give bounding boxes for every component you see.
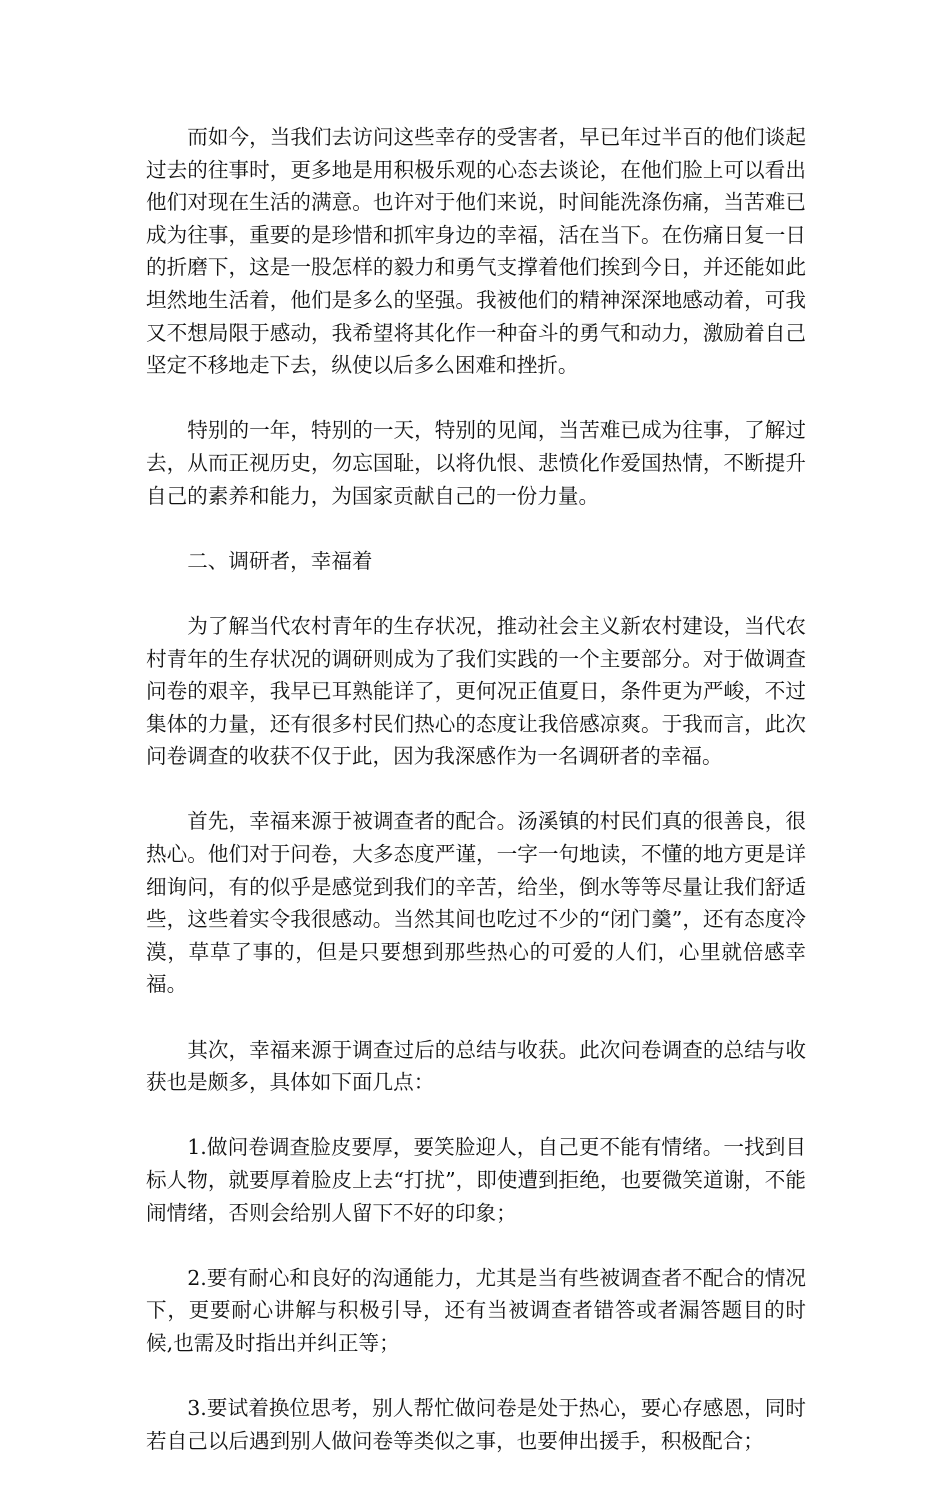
paragraph-special-year: 特别的一年，特别的一天，特别的见闻，当苦难已成为往事，了解过去，从而正视历史，勿忘国耻，以将仇恨、悲愤化作爱国热情，不断提升自己的素养和能力，为国家贡献自己的一份力量。 <box>146 418 806 508</box>
paragraph-survey-intro: 为了解当代农村青年的生存状况，推动社会主义新农村建设，当代农村青年的生存状况的调研则成为了我们实践的一个主要部分。对于做调查问卷的艰辛，我早已耳熟能详了，更何况正值夏日，条件更为严峻，不过集体的力量，还有很多村民们热心的态度让我倍感凉爽。于我而言，此次问卷调查的收获不仅于此，因为我深感作为一名调研者的幸福。 <box>146 613 806 769</box>
paragraph-first: 首先，幸福来源于被调查者的配合。汤溪镇的村民们真的很善良，很热心。他们对于问卷，大多态度严谨，一字一句地读，不懂的地方更是详细询问，有的似乎是感觉到我们的辛苦，给坐，倒水等等尽量让我们舒适些，这些着实令我很感动。当然其间也吃过不少的“闭门羹”，还有态度冷漠，草草了事的，但是只要想到那些热心的可爱的人们，心里就倍感幸福。 <box>146 809 806 997</box>
list-item-2: 2.要有耐心和良好的沟通能力，尤其是当有些被调查者不配合的情况下，更要耐心讲解与积极引导，还有当被调查者错答或者漏答题目的时候,也需及时指出并纠正等； <box>146 1265 806 1355</box>
list-item-3: 3.要试着换位思考，别人帮忙做问卷是处于热心，要心存感恩，同时若自己以后遇到别人做问卷等类似之事，也要伸出援手，积极配合； <box>146 1396 806 1453</box>
section-heading: 二、调研者，幸福着 <box>187 548 373 573</box>
paragraph-second: 其次，幸福来源于调查过后的总结与收获。此次问卷调查的总结与收获也是颇多，具体如下面几点： <box>146 1037 806 1095</box>
paragraph-survivors: 而如今，当我们去访问这些幸存的受害者，早已年过半百的他们谈起过去的往事时，更多地是用积极乐观的心态去谈论，在他们脸上可以看出他们对现在生活的满意。也许对于他们来说，时间能洗涤伤痛，当苦难已成为往事，重要的是珍惜和抓牢身边的幸福，活在当下。在伤痛日复一日的折磨下，这是一股怎样的毅力和勇气支撑着他们挨到今日，并还能如此坦然地生活着，他们是多么的坚强。我被他们的精神深深地感动着，可我又不想局限于感动，我希望将其化作一种奋斗的勇气和动力，激励着自己坚定不移地走下去，纵使以后多么困难和挫折。 <box>146 125 806 378</box>
document-page <box>146 121 806 1490</box>
list-item-1: 1.做问卷调查脸皮要厚，要笑脸迎人，自己更不能有情绪。一找到目标人物，就要厚着脸皮上去“打扰”，即使遭到拒绝，也要微笑道谢，不能闹情绪，否则会给别人留下不好的印象； <box>146 1135 806 1225</box>
